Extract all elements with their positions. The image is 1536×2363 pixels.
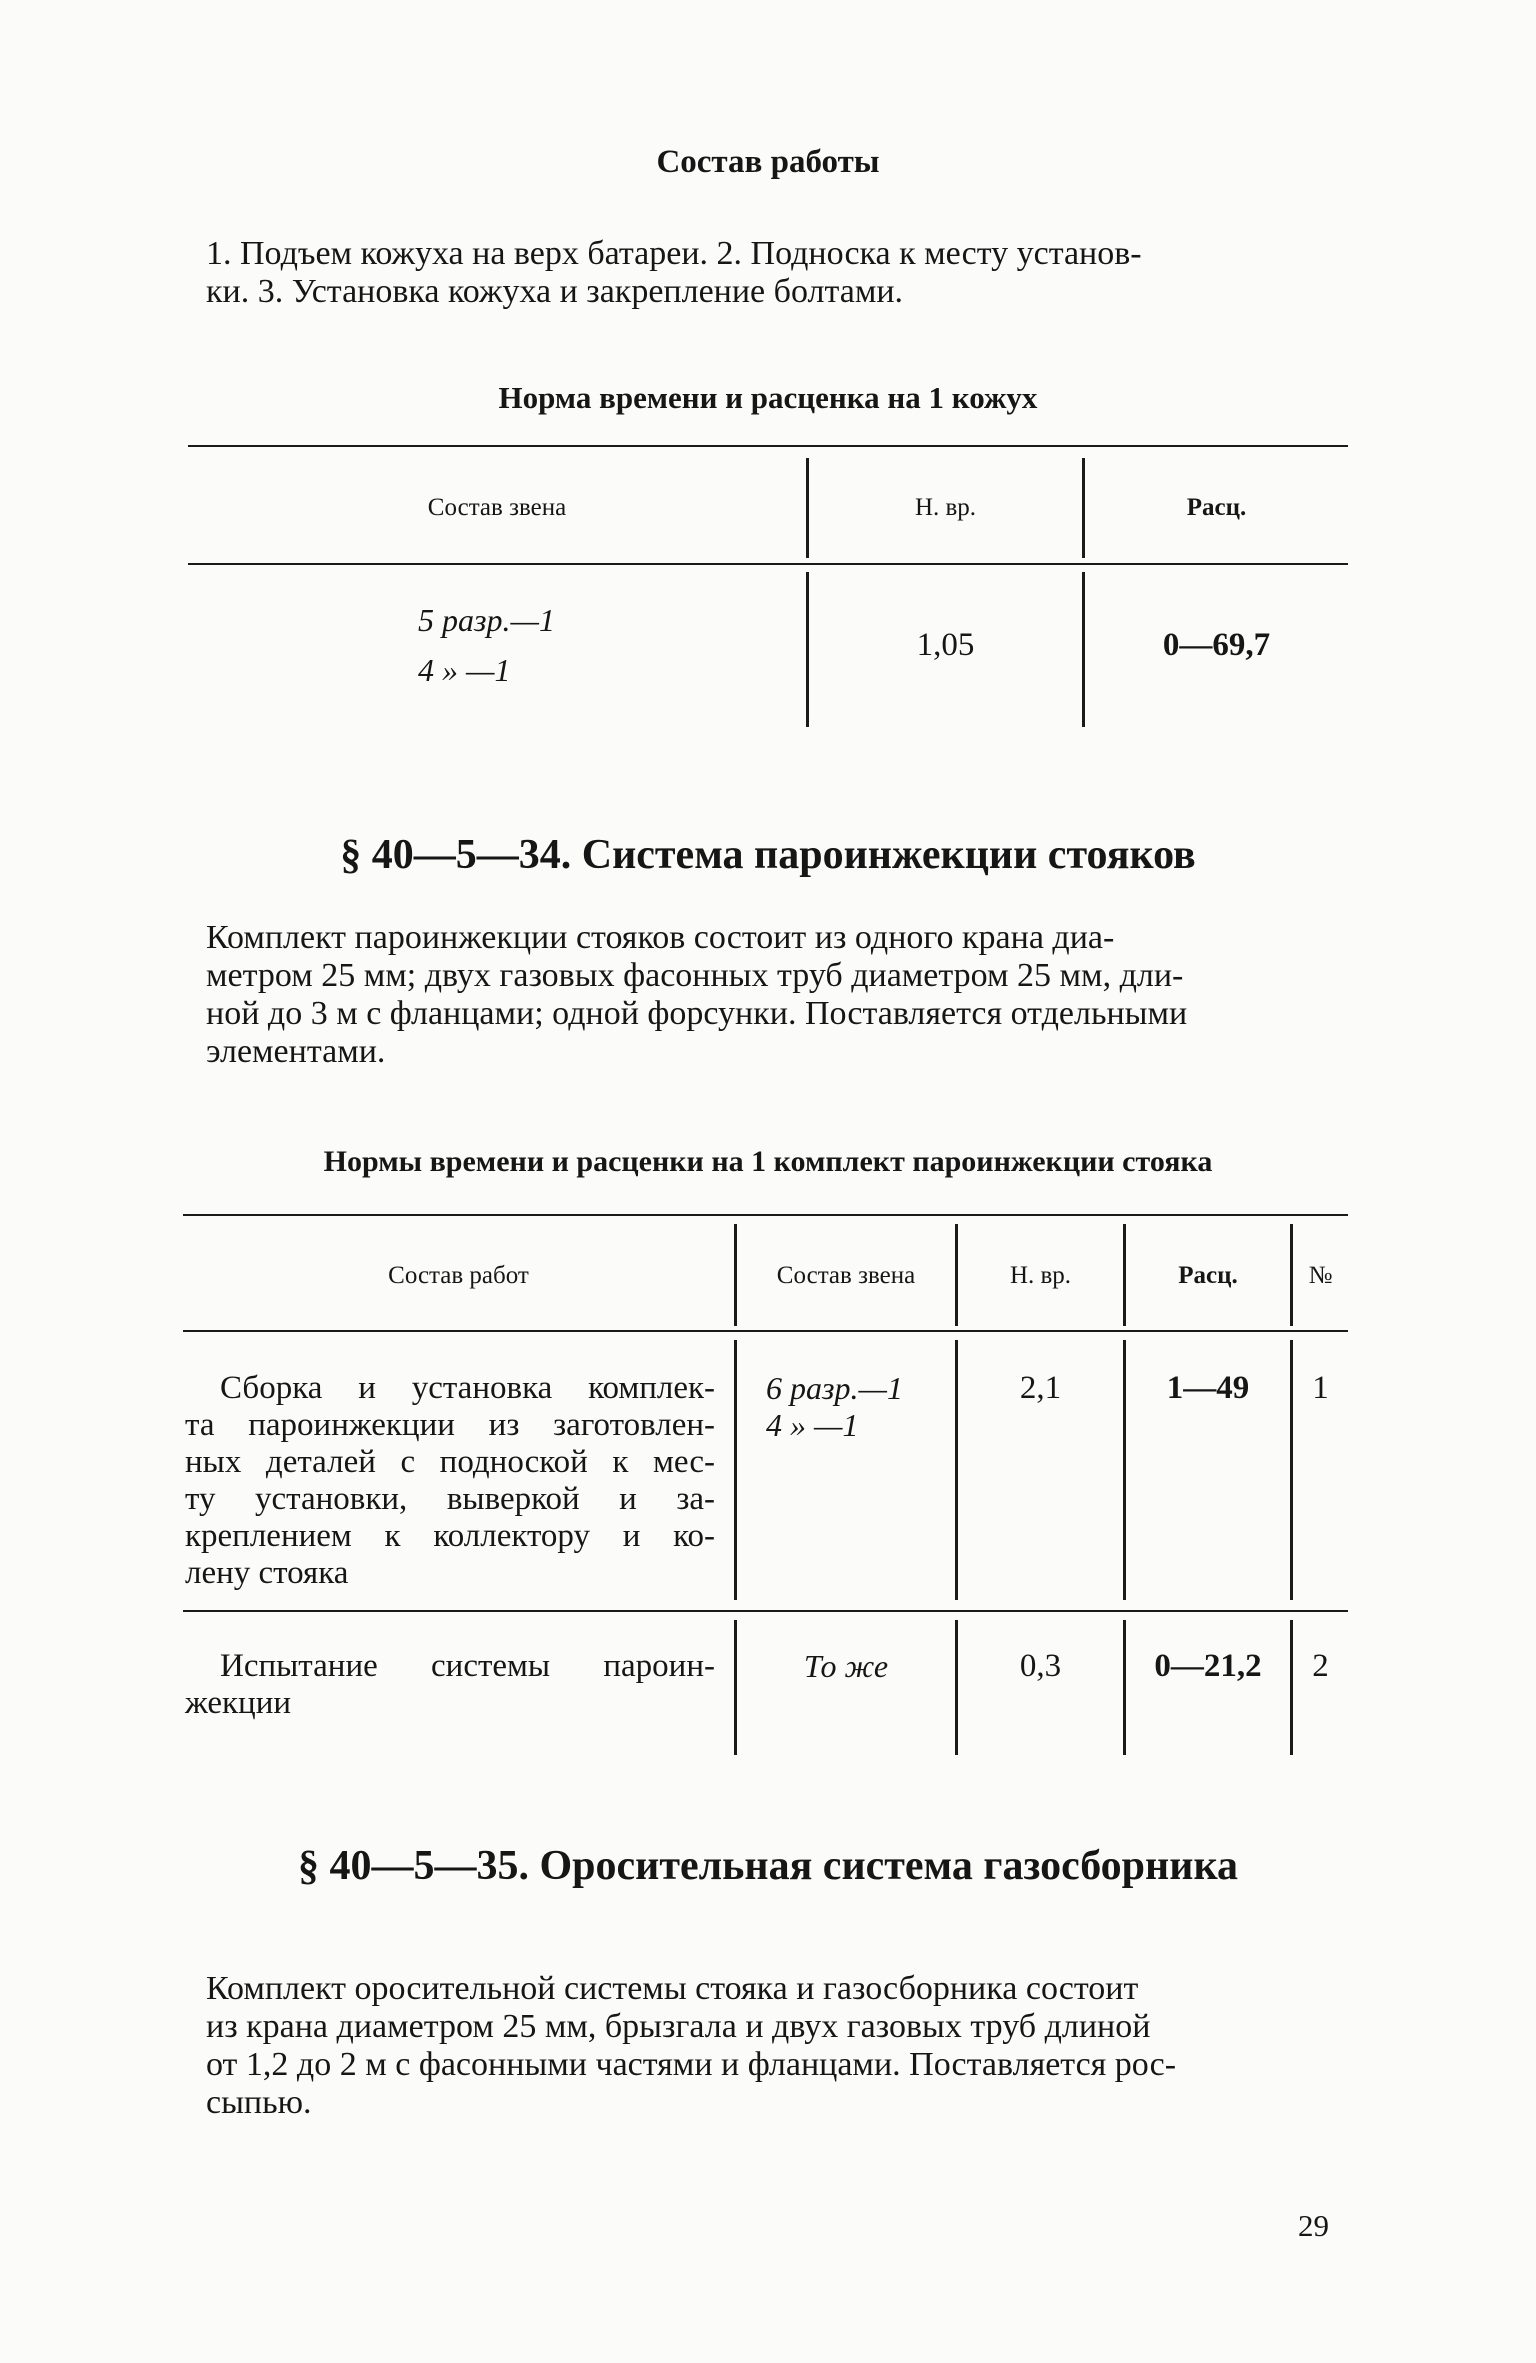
composition-heading: Состав работы [656,144,880,180]
table2-row2-rate: 0—21,2 [1154,1648,1262,1684]
table2-top-rule [183,1214,1348,1216]
table2-row1-work [185,1370,715,1592]
table1-crew-line-1: 5 разр.—1 [418,602,555,638]
composition-line-2: ки. 3. Установка кожуха и закрепление болтами. [206,273,904,310]
table2-header-crew: Состав звена [776,1262,916,1289]
table2-row1-norm: 2,1 [1019,1370,1062,1406]
page-number: 29 [1298,2208,1329,2243]
section34-line-4: элементами. [206,1033,386,1070]
table1-header-rate: Расц. [1186,494,1247,521]
table1-top-rule [188,445,1348,447]
section35-title: § 40—5—35. Оросительная система газосборника [297,1843,1239,1889]
section35-line-3: от 1,2 до 2 м с фасонными частями и фланцами. Поставляется рос- [206,2046,1177,2083]
table2-header-rule [183,1330,1348,1332]
table2-divider [1290,1620,1293,1755]
table2-divider [955,1620,958,1755]
table2-row-rule [183,1610,1348,1612]
table2-header-number: № [1308,1262,1333,1289]
table2-row1-crew-line-1: 6 разр.—1 [766,1370,903,1406]
table1-crew-line-2: 4 » —1 [418,652,511,688]
table2-row1-crew-line-2: 4 » —1 [766,1407,859,1443]
composition-line-1: 1. Подъем кожуха на верх батареи. 2. Подноска к месту установ- [206,235,1142,272]
section35-line-1: Комплект оросительной системы стояка и газосборника состоит [206,1970,1139,2007]
table1-rate-value: 0—69,7 [1162,627,1271,663]
table2-divider [734,1340,737,1600]
table2-row1-work-line: лену стояка [185,1555,349,1591]
table1-caption: Норма времени и расценка на 1 кожух [498,380,1038,415]
table2-header-norm: Н. вр. [1009,1262,1072,1289]
table1-norm-value: 1,05 [916,627,975,663]
section35-line-4: сыпью. [206,2084,312,2121]
table2-row2-work-line: Испытание системы пароин- [220,1648,715,1684]
table2-row2-number: 2 [1312,1648,1329,1684]
table1-header-rule [188,563,1348,565]
table2-row1-work-line: ту установки, выверкой и за- [185,1481,715,1517]
table2-row1-work-line: ных деталей с подноской к мес- [185,1444,715,1480]
table2-row2-norm: 0,3 [1019,1648,1062,1684]
section34-line-3: ной до 3 м с фланцами; одной форсунки. Поставляется отдельными [206,995,1188,1032]
table1-header-crew: Состав звена [427,494,567,521]
table2-divider [734,1620,737,1755]
table2-header-rate: Расц. [1178,1262,1238,1289]
table2-row2-work-line: жекции [185,1685,292,1721]
table2-row1-work-line: та пароинжекции из заготовлен- [185,1407,715,1443]
table2-caption: Нормы времени и расценки на 1 комплект пароинжекции стояка [323,1145,1213,1178]
table2-row1-work-line: Сборка и установка комплек- [220,1370,715,1406]
table2-row1-number: 1 [1312,1370,1329,1406]
table2-row2-work [185,1648,715,1722]
table2-row1-work-line: креплением к коллектору и ко- [185,1518,715,1554]
table1-header-norm: Н. вр. [914,494,977,521]
table2-divider [1123,1620,1126,1755]
section35-line-2: из крана диаметром 25 мм, брызгала и двух газовых труб длиной [206,2008,1151,2045]
table2-header-work: Состав работ [388,1262,529,1289]
section34-line-2: метром 25 мм; двух газовых фасонных труб диаметром 25 мм, дли- [206,957,1184,994]
table2-row2-crew: То же [803,1648,889,1684]
section34-line-1: Комплект пароинжекции стояков состоит из одного крана диа- [206,919,1115,956]
table2-row1-rate: 1—49 [1166,1370,1250,1406]
section34-title: § 40—5—34. Система пароинжекции стояков [340,832,1196,878]
